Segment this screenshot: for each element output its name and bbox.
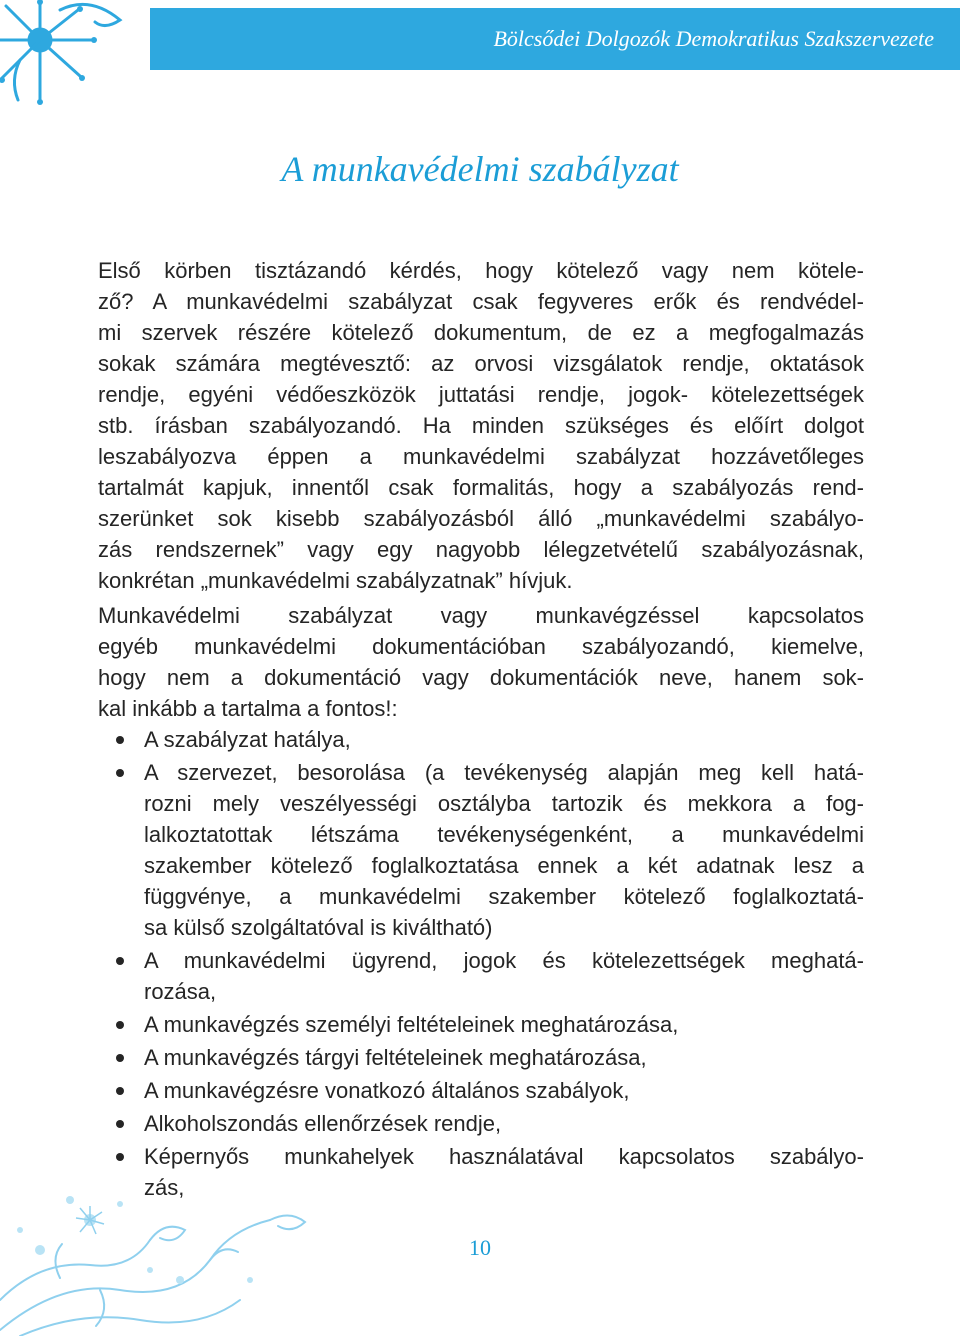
list-item-line: A munkavégzésre vonatkozó általános szabályok,	[144, 1078, 630, 1103]
paragraph-line: hogy nem a dokumentáció vagy dokumentációk neve, hanem sok-	[98, 665, 864, 690]
paragraph-1	[98, 255, 864, 596]
list-item-line: függvénye, a munkavédelmi szakember kötelező foglalkoztatá-	[144, 884, 864, 909]
paragraph-line: Munkavédelmi szabályzat vagy munkavégzéssel kapcsolatos	[98, 603, 864, 628]
page-number: 10	[469, 1235, 491, 1260]
header-bar	[118, 8, 960, 70]
list-item-line: sa külső szolgáltatóval is kiváltható)	[144, 915, 493, 940]
paragraph-line: leszabályozva éppen a munkavédelmi szabályzat hozzávetőleges	[98, 444, 864, 469]
bullet-icon	[116, 957, 124, 965]
paragraph-line: Első körben tisztázandó kérdés, hogy kötelező vagy nem kötele-	[98, 258, 864, 283]
list-item-line: A munkavégzés személyi feltételeinek meghatározása,	[144, 1012, 679, 1037]
bullet-icon	[116, 1087, 124, 1095]
list-item	[98, 757, 864, 943]
list-item-line: A szervezet, besorolása (a tevékenység alapján meg kell hatá-	[144, 760, 864, 785]
list-item-line: lalkoztatottak létszáma tevékenységenként, a munkavédelmi	[144, 822, 864, 847]
bullet-icon	[116, 1021, 124, 1029]
bullet-icon	[116, 1054, 124, 1062]
paragraph-line: mi szervek részére kötelező dokumentum, de ez a megfogalmazás	[98, 320, 864, 345]
list-item	[98, 1108, 864, 1139]
list-item	[98, 724, 864, 755]
paragraph-line: egyéb munkavédelmi dokumentációban szabályozandó, kiemelve,	[98, 634, 864, 659]
paragraph-line: kal inkább a tartalma a fontos!:	[98, 696, 398, 721]
list-item-line: zás,	[144, 1175, 185, 1200]
list-item-line: A munkavégzés tárgyi feltételeinek meghatározása,	[144, 1045, 647, 1070]
list-item-line: A munkavédelmi ügyrend, jogok és kötelezettségek meghatá-	[144, 948, 864, 973]
bullet-icon	[116, 769, 124, 777]
list-item	[98, 1009, 864, 1040]
bullet-list	[98, 724, 864, 1205]
paragraph-2	[98, 600, 864, 724]
list-item	[98, 1075, 864, 1106]
paragraph-line: ző? A munkavédelmi szabályzat csak fegyveres erők és rendvédel-	[98, 289, 864, 314]
list-item-line: rozni mely veszélyességi osztályba tartozik és mekkora a fog-	[144, 791, 864, 816]
paragraph-line: sokak számára megtévesztő: az orvosi vizsgálatok rendje, oktatások	[98, 351, 864, 376]
paragraph-line: zás rendszernek” vagy egy nagyobb lélegzetvételű szabályozásnak,	[98, 537, 864, 562]
bullet-icon	[116, 1120, 124, 1128]
list-item-line: rozása,	[144, 979, 217, 1004]
flower-ornament-icon	[0, 0, 150, 110]
paragraph-line: rendje, egyéni védőeszközök juttatási rendje, jogok- kötelezettségek	[98, 382, 864, 407]
list-item	[98, 945, 864, 1007]
paragraph-line: stb. írásban szabályozandó. Ha minden szükséges és előírt dolgot	[98, 413, 864, 438]
list-item	[98, 1042, 864, 1073]
page-title: A munkavédelmi szabályzat	[281, 149, 679, 189]
list-item-line: Alkoholszondás ellenőrzések rendje,	[144, 1111, 502, 1136]
list-item-line: szakember kötelező foglalkoztatása ennek a két adatnak lesz a	[144, 853, 864, 878]
header-org-name: Bölcsődei Dolgozók Demokratikus Szakszervezete	[493, 26, 934, 51]
list-item-line: Képernyős munkahelyek használatával kapcsolatos szabályo-	[144, 1144, 864, 1169]
paragraph-line: szerünket sok kisebb szabályozásból álló „munkavédelmi szabályo-	[98, 506, 864, 531]
paragraph-line: tartalmát kapjuk, innentől csak formalitás, hogy a szabályozás rend-	[98, 475, 864, 500]
bullet-icon	[116, 736, 124, 744]
paragraph-line: konkrétan „munkavédelmi szabályzatnak” hívjuk.	[98, 568, 573, 593]
list-item-line: A szabályzat hatálya,	[144, 727, 351, 752]
